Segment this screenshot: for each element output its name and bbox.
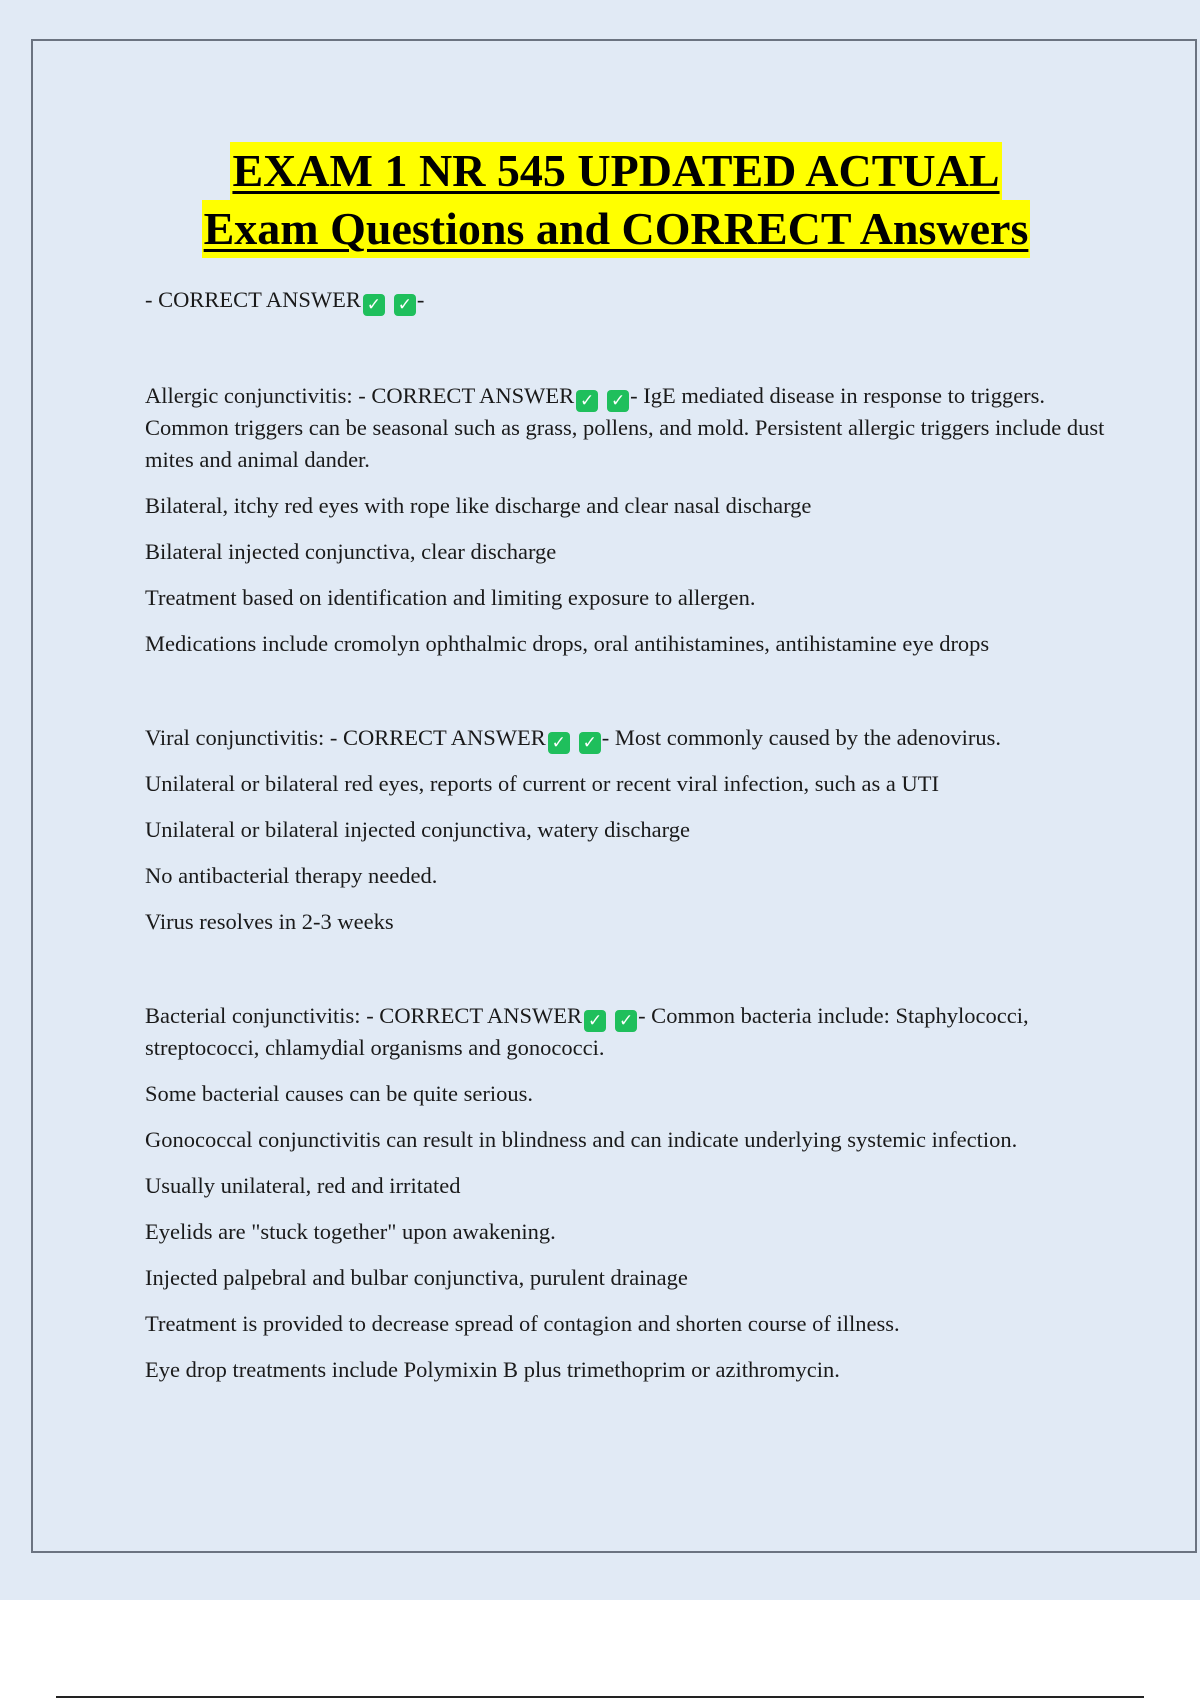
intro-prefix: - CORRECT ANSWER (145, 287, 361, 312)
answer-line: Gonococcal conjunctivitis can result in blindness and can indicate underlying systemic infection. (145, 1127, 1018, 1152)
check-mark-icon: ✓ (576, 390, 598, 412)
answer-text: - IgE mediated disease in response to triggers. Common triggers can be seasonal such as grass, pollens, and mold. Persistent allergic triggers include dust mites and animal dander. (145, 383, 1105, 472)
question-text: Viral conjunctivitis: - CORRECT ANSWER (145, 725, 546, 750)
intro-suffix: - (416, 287, 425, 312)
answer-line: Bilateral, itchy red eyes with rope like discharge and clear nasal discharge (145, 493, 812, 518)
check-mark-icon: ✓ (363, 294, 385, 316)
answer-line: Injected palpebral and bulbar conjunctiva, purulent drainage (145, 1265, 688, 1290)
answer-line: Treatment based on identification and limiting exposure to allergen. (145, 585, 756, 610)
answer-line: Some bacterial causes can be quite serious. (145, 1081, 533, 1106)
check-mark-icon: ✓ (579, 732, 601, 754)
check-mark-icon: ✓ (584, 1010, 606, 1032)
document-title (0, 142, 1200, 258)
question-answer (145, 380, 1105, 476)
answer-line: Unilateral or bilateral injected conjunctiva, watery discharge (145, 817, 690, 842)
answer-line: No antibacterial therapy needed. (145, 863, 438, 888)
footer-divider (56, 1696, 1144, 1698)
answer-line: Virus resolves in 2-3 weeks (145, 909, 394, 934)
intro-line (145, 284, 1105, 316)
answer-line: Treatment is provided to decrease spread of contagion and shorten course of illness. (145, 1311, 900, 1336)
check-mark-icon: ✓ (548, 732, 570, 754)
answer-text: - Most commonly caused by the adenovirus. (601, 725, 1002, 750)
question-text: Bacterial conjunctivitis: - CORRECT ANSWER (145, 1003, 583, 1028)
question-text: Allergic conjunctivitis: - CORRECT ANSWER (145, 383, 575, 408)
answer-line: Eye drop treatments include Polymixin B plus trimethoprim or azithromycin. (145, 1357, 840, 1382)
question-answer (145, 722, 1105, 754)
answer-line: Bilateral injected conjunctiva, clear discharge (145, 539, 557, 564)
title-line-1: EXAM 1 NR 545 UPDATED ACTUAL (230, 142, 1001, 200)
answer-line: Medications include cromolyn ophthalmic drops, oral antihistamines, antihistamine eye drops (145, 631, 990, 656)
title-line-2: Exam Questions and CORRECT Answers (202, 200, 1031, 258)
question-answer (145, 1000, 1105, 1064)
document-body (145, 284, 1105, 1386)
check-mark-icon: ✓ (615, 1010, 637, 1032)
check-mark-icon: ✓ (607, 390, 629, 412)
answer-line: Eyelids are "stuck together" upon awakening. (145, 1219, 556, 1244)
answer-text: - Common bacteria include: Staphylococci, streptococci, chlamydial organisms and gonococci. (145, 1003, 1029, 1060)
answer-line: Unilateral or bilateral red eyes, reports of current or recent viral infection, such as a UTI (145, 771, 940, 796)
check-mark-icon: ✓ (394, 294, 416, 316)
answer-line: Usually unilateral, red and irritated (145, 1173, 461, 1198)
